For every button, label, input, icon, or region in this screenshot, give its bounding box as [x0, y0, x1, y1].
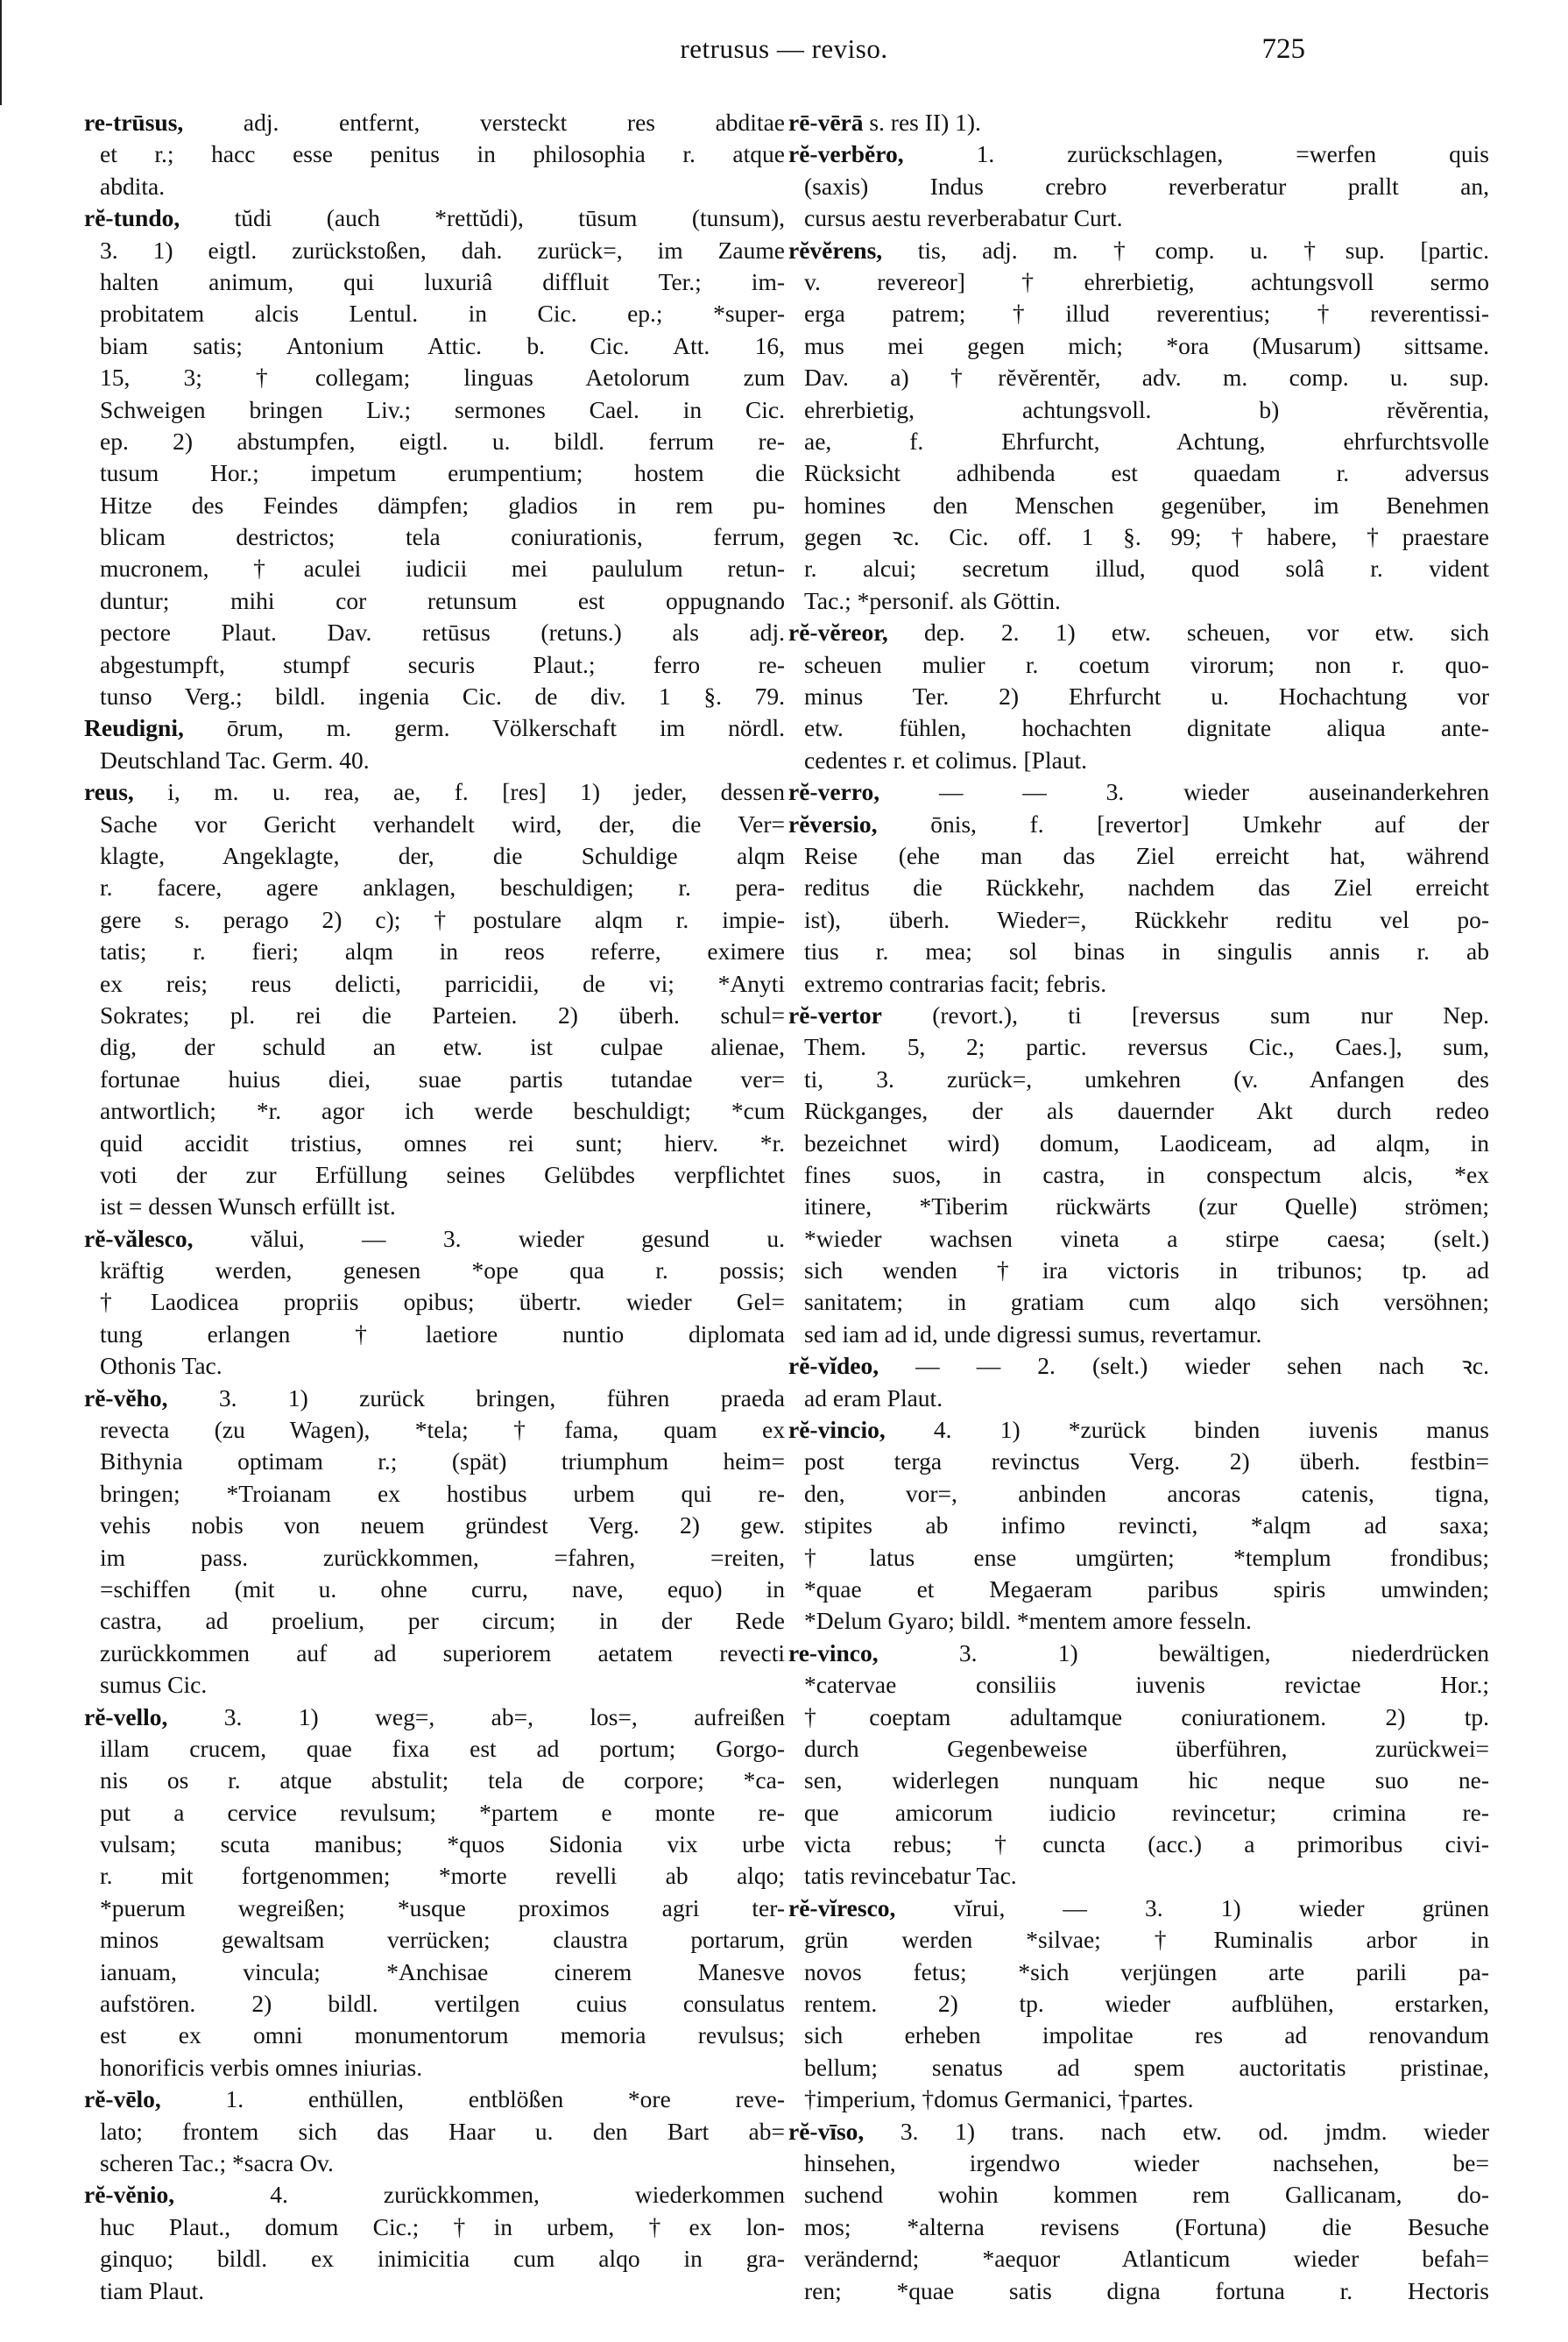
- entry-line: rentem. 2) tp. wieder aufblühen, erstarken,: [804, 1990, 1489, 2018]
- entry-line: Bithynia optimam r.; (spät) triumphum heim=: [100, 1447, 785, 1475]
- definition-text: 1. enthüllen, entblößen *ore reve-: [160, 2085, 785, 2113]
- headword: reus,: [84, 778, 134, 806]
- headword: rĕvĕrens,: [788, 236, 883, 264]
- definition-text: — — 3. wieder auseinanderkehren: [879, 778, 1489, 806]
- entry-line: †latus ense umgürten; *templum frondibus;: [804, 1543, 1489, 1571]
- entry-line: vehis nobis von neuem gründest Verg. 2) gew.: [100, 1511, 785, 1539]
- entry-line: put a cervice revulsum; *partem e monte re-: [100, 1798, 785, 1826]
- entry-line: r. facere, agere anklagen, beschuldigen; r. pera-: [100, 874, 785, 902]
- entry-line: Rücksicht adhibenda est quaedam r. adversus: [804, 459, 1489, 487]
- entry-line: †Laodicea propriis opibus; übertr. wieder Gel=: [100, 1288, 785, 1316]
- entry-line: Deutschland Tac. Germ. 40.: [100, 746, 370, 774]
- headword: rĕ-vēlo,: [84, 2085, 161, 2113]
- entry-line: ti, 3. zurück=, umkehren (v. Anfangen des: [804, 1065, 1489, 1093]
- definition-text: (revort.), ti [reversus sum nur Nep.: [881, 1001, 1489, 1029]
- entry-line: extremo contrarias facit; febris.: [804, 969, 1107, 997]
- headword: rĕ-vĕreor,: [788, 619, 888, 647]
- entry-line: itinere, *Tiberim rückwärts (zur Quelle) strömen;: [804, 1192, 1489, 1221]
- headword: rĕ-vīso,: [788, 2117, 865, 2145]
- entry-line: durch Gegenbeweise überführen, zurückwei=: [804, 1734, 1489, 1762]
- entry-line: im pass. zurückkommen, =fahren, =reiten,: [100, 1543, 785, 1571]
- definition-text: — — 2. (selt.) wieder sehen nach ꝛc.: [879, 1352, 1489, 1380]
- entry-line: v. revereor] †ehrerbietig, achtungsvoll sermo: [804, 267, 1489, 295]
- entry-line-headword: [84, 712, 785, 744]
- entry-line: *Delum Gyaro; bildl. *mentem amore fesseln.: [804, 1607, 1252, 1635]
- entry-line: dig, der schuld an etw. ist culpae alienae,: [100, 1033, 785, 1061]
- definition-text: dep. 2. 1) etw. scheuen, vor etw. sich: [887, 619, 1489, 647]
- headword: re-trūsus,: [84, 109, 184, 136]
- entry-line-headword: [84, 1383, 785, 1414]
- entry-line-headword: [788, 1414, 1489, 1446]
- entry-line: ex reis; reus delicti, parricidii, de vi; *Anyti: [100, 969, 785, 997]
- definition-text: 1. zurückschlagen, =werfen quis: [903, 140, 1489, 168]
- entry-line: homines den Menschen gegenüber, im Benehmen: [804, 491, 1489, 519]
- entry-line: illam crucem, quae fixa est ad portum; Gorgo-: [100, 1734, 785, 1762]
- headword: rĕ-vălesco,: [84, 1224, 194, 1252]
- entry-line: gere s. perago 2) c); †postulare alqm r. impie-: [100, 905, 785, 933]
- running-title: retrusus — reviso.: [680, 33, 888, 64]
- entry-line: tusum Hor.; impetum erumpentium; hostem die: [100, 459, 785, 487]
- headword: rĕ-tundo,: [84, 204, 180, 232]
- entry-line: Dav. a) †rĕvĕrentĕr, adv. m. comp. u. sup.: [804, 364, 1489, 392]
- entry-line-headword: [84, 776, 785, 808]
- entry-line: Schweigen bringen Liv.; sermones Cael. in Cic.: [100, 395, 785, 423]
- entry-line: huc Plaut., domum Cic.; †in urbem, †ex lon-: [100, 2212, 785, 2240]
- entry-line-headword: [788, 2116, 1489, 2147]
- definition-text: ōnis, f. [revertor] Umkehr auf der: [877, 810, 1489, 838]
- definition-text: ōrum, m. germ. Völkerschaft im nördl.: [183, 714, 785, 742]
- entry-line: 15, 3; †collegam; linguas Aetolorum zum: [100, 364, 785, 392]
- entry-line: sich erheben impolitae res ad renovandum: [804, 2021, 1489, 2049]
- entry-line: sed iam ad id, unde digressi sumus, revertamur.: [804, 1320, 1262, 1348]
- entry-line: castra, ad proelium, per circum; in der Rede: [100, 1607, 785, 1635]
- entry-line: mucronem, †aculei iudicii mei paululum retun-: [100, 555, 785, 583]
- entry-line-headword: [788, 138, 1489, 170]
- entry-line: ep. 2) abstumpfen, eigtl. u. bildl. ferrum re-: [100, 427, 785, 455]
- definition-text: 4. zurückkommen, wiederkommen: [174, 2181, 785, 2209]
- entry-line: quid accidit tristius, omnes rei sunt; hierv. *r.: [100, 1129, 785, 1157]
- entry-line: tius r. mea; sol binas in singulis annis r. ab: [804, 938, 1489, 966]
- entry-line: *wieder wachsen vineta a stirpe caesa; (selt.): [804, 1224, 1489, 1252]
- entry-line: grün werden *silvae; †Ruminalis arbor in: [804, 1926, 1489, 1954]
- entry-line-headword: [788, 1893, 1489, 1924]
- entry-line: sumus Cic.: [100, 1671, 208, 1699]
- entry-line: stipites ab infimo revincti, *alqm ad saxa;: [804, 1511, 1489, 1539]
- entry-line: duntur; mihi cor retunsum est oppugnando: [100, 586, 785, 614]
- definition-text: adj. entfernt, versteckt res abditae: [183, 109, 785, 136]
- entry-line: tatis; r. fieri; alqm in reos referre, eximere: [100, 938, 785, 966]
- entry-line: ren; *quae satis digna fortuna r. Hectoris: [804, 2276, 1489, 2304]
- entry-line: suchend wohin kommen rem Gallicanam, do-: [804, 2181, 1489, 2209]
- entry-line: bringen; *Troianam ex hostibus urbem qui re-: [100, 1479, 785, 1507]
- entry-line: *quae et Megaeram paribus spiris umwinden;: [804, 1574, 1489, 1603]
- definition-text: 3. 1) trans. nach etw. od. jmdm. wieder: [864, 2117, 1489, 2145]
- entry-line: sanitatem; in gratiam cum alqo sich versöhnen;: [804, 1288, 1489, 1316]
- entry-line-headword: [788, 1000, 1489, 1031]
- headword: rĕ-vĭdeo,: [788, 1352, 879, 1380]
- entry-line: reditus die Rückkehr, nachdem das Ziel erreicht: [804, 874, 1489, 902]
- entry-line: Hitze des Feindes dämpfen; gladios in rem pu-: [100, 491, 785, 519]
- running-head: [0, 33, 1568, 68]
- entry-line: Rückganges, der als dauernder Akt durch redeo: [804, 1097, 1489, 1125]
- entry-line: est ex omni monumentorum memoria revulsus;: [100, 2021, 785, 2049]
- entry-line: Sokrates; pl. rei die Parteien. 2) überh. schul=: [100, 1001, 785, 1029]
- entry-line: Othonis Tac.: [100, 1352, 222, 1380]
- entry-line-headword: [84, 2179, 785, 2211]
- entry-line: novos fetus; *sich verjüngen arte parili pa-: [804, 1957, 1489, 1985]
- headword: rĕ-verbĕro,: [788, 140, 904, 168]
- definition-text: 3. 1) zurück bringen, führen praeda: [167, 1383, 785, 1412]
- entry-line: bellum; senatus ad spem auctoritatis pristinae,: [804, 2053, 1489, 2081]
- entry-line: fines suos, in castra, in conspectum alcis, *ex: [804, 1160, 1489, 1188]
- entry-line: zurückkommen auf ad superiorem aetatem revecti: [100, 1638, 785, 1666]
- entry-line: pectore Plaut. Dav. retūsus (retuns.) als adj.: [100, 619, 785, 647]
- entry-line: mos; *alterna revisens (Fortuna) die Besuche: [804, 2212, 1489, 2240]
- entry-line: abdita.: [100, 172, 166, 200]
- entry-line-headword: [788, 617, 1489, 648]
- entry-line: *catervae consiliis iuvenis revictae Hor.;: [804, 1671, 1489, 1699]
- headword: rĕ-verro,: [788, 778, 880, 806]
- headword: rē-vērā: [788, 109, 864, 136]
- entry-line: probitatem alcis Lentul. in Cic. ep.; *super-: [100, 300, 785, 328]
- entry-line: ist), überh. Wieder=, Rückkehr reditu vel po-: [804, 905, 1489, 933]
- entry-line-headword: [84, 2084, 785, 2115]
- headword: rĕ-vĕnio,: [84, 2181, 175, 2209]
- entry-line-headword: [84, 1702, 785, 1733]
- entry-line: ad eram Plaut.: [804, 1383, 943, 1412]
- entry-line: antwortlich; *r. agor ich werde beschuldigt; *cum: [100, 1097, 785, 1125]
- entry-line: =schiffen (mit u. ohne curru, nave, equo) in: [100, 1574, 785, 1603]
- entry-line: ist = dessen Wunsch erfüllt ist.: [100, 1192, 396, 1221]
- entry-line: et r.; hacc esse penitus in philosophia r. atque: [100, 140, 785, 168]
- headword: re-vinco,: [788, 1638, 879, 1666]
- entry-line: Tac.; *personif. als Göttin.: [804, 586, 1061, 614]
- entry-line: kräftig werden, genesen *ope qua r. possis;: [100, 1256, 785, 1284]
- entry-line: †imperium, †domus Germanici, †partes.: [804, 2085, 1194, 2113]
- headword: rĕ-vello,: [84, 1702, 168, 1730]
- entry-line: verändernd; *aequor Atlanticum wieder befah=: [804, 2245, 1489, 2273]
- entry-line: bezeichnet wird) domum, Laodiceam, ad alqm, in: [804, 1129, 1489, 1157]
- entry-line: *puerum wegreißen; *usque proximos agri ter-: [100, 1893, 785, 1921]
- definition-text: tŭdi (auch *rettŭdi), tūsum (tunsum),: [180, 204, 785, 232]
- entry-line: †coeptam adultamque coniurationem. 2) tp.: [804, 1702, 1489, 1730]
- entry-line-headword: [788, 1638, 1489, 1669]
- entry-line: nis os r. atque abstulit; tela de corpore; *ca-: [100, 1766, 785, 1794]
- entry-line: aufstören. 2) bildl. vertilgen cuius consulatus: [100, 1990, 785, 2018]
- entry-line: que amicorum iudicio revincetur; crimina re-: [804, 1798, 1489, 1826]
- entry-line: post terga revinctus Verg. 2) überh. festbin=: [804, 1447, 1489, 1475]
- entry-line: den, vor=, anbinden ancoras catenis, tigna,: [804, 1479, 1489, 1507]
- entry-line: scheren Tac.; *sacra Ov.: [100, 2149, 334, 2176]
- entry-line: sich wenden †ira victoris in tribunos; tp. ad: [804, 1256, 1489, 1284]
- entry-line: honorificis verbis omnes iniurias.: [100, 2053, 423, 2081]
- entry-line: 3. 1) eigtl. zurückstoßen, dah. zurück=, im Zaume: [100, 236, 785, 264]
- entry-line: ginquo; bildl. ex inimicitia cum alqo in gra-: [100, 2245, 785, 2273]
- entry-line: tung erlangen †laetiore nuntio diplomata: [100, 1320, 785, 1348]
- definition-text: i, m. u. rea, ae, f. [res] 1) jeder, dessen: [133, 778, 785, 806]
- entry-line: fortunae huius diei, suae partis tutandae ver=: [100, 1065, 785, 1093]
- entry-line: cedentes r. et colimus. [Plaut.: [804, 746, 1088, 774]
- entry-line: Them. 5, 2; partic. reversus Cic., Caes.], sum,: [804, 1033, 1489, 1061]
- entry-line: ianuam, vincula; *Anchisae cinerem Manesve: [100, 1957, 785, 1985]
- left-column: [84, 107, 785, 2307]
- entry-line: halten animum, qui luxuriâ diffluit Ter.; im-: [100, 267, 785, 295]
- entry-line-headword: [788, 107, 1489, 138]
- entry-line: abgestumpft, stumpf securis Plaut.; ferro re-: [100, 650, 785, 678]
- entry-line: tiam Plaut.: [100, 2276, 205, 2304]
- headword: rĕ-vĭresco,: [788, 1893, 896, 1921]
- definition-text: 4. 1) *zurück binden iuvenis manus: [885, 1416, 1489, 1444]
- entry-line: ae, f. Ehrfurcht, Achtung, ehrfurchtsvolle: [804, 427, 1489, 455]
- definition-text: vălui, — 3. wieder gesund u.: [193, 1224, 785, 1252]
- headword: rĕ-vertor: [788, 1001, 882, 1029]
- definition-text: 3. 1) weg=, ab=, los=, aufreißen: [167, 1702, 785, 1730]
- entry-line: minos gewaltsam verrücken; claustra portarum,: [100, 1926, 785, 1954]
- entry-line: Sache vor Gericht verhandelt wird, der, die Ver=: [100, 810, 785, 838]
- entry-line: victa rebus; †cuncta (acc.) a primoribus civi-: [804, 1830, 1489, 1858]
- entry-line: revecta (zu Wagen), *tela; †fama, quam ex: [100, 1416, 785, 1444]
- entry-line: r. alcui; secretum illud, quod solâ r. vident: [804, 555, 1489, 583]
- headword: rĕversio,: [788, 810, 878, 838]
- entry-line-headword: [84, 107, 785, 138]
- definition-text: s. res II) 1).: [863, 109, 981, 136]
- entry-line-headword: [788, 235, 1489, 266]
- entry-line: lato; frontem sich das Haar u. den Bart ab=: [100, 2117, 785, 2145]
- entry-line-headword: [788, 1350, 1489, 1382]
- entry-line-headword: [84, 202, 785, 234]
- headword: rĕ-vincio,: [788, 1416, 886, 1444]
- entry-line: voti der zur Erfüllung seines Gelübdes verpflichtet: [100, 1160, 785, 1188]
- entry-line-headword: [84, 1223, 785, 1255]
- entry-line: blicam destrictos; tela coniurationis, ferrum,: [100, 523, 785, 551]
- entry-line: tunso Verg.; bildl. ingenia Cic. de div. 1 §. 79.: [100, 683, 785, 711]
- headword: Reudigni,: [84, 714, 184, 742]
- entry-line: erga patrem; †illud reverentius; †reverentissi-: [804, 300, 1489, 328]
- entry-line: sen, widerlegen nunquam hic neque suo ne-: [804, 1766, 1489, 1794]
- entry-line: hinsehen, irgendwo wieder nachsehen, be=: [804, 2149, 1489, 2176]
- entry-line: tatis revincebatur Tac.: [804, 1862, 1017, 1890]
- entry-line: minus Ter. 2) Ehrfurcht u. Hochachtung vor: [804, 683, 1489, 711]
- definition-text: 3. 1) bewältigen, niederdrücken: [878, 1638, 1489, 1666]
- entry-line: r. mit fortgenommen; *morte revelli ab alqo;: [100, 1862, 785, 1890]
- entry-line: klagte, Angeklagte, der, die Schuldige alqm: [100, 841, 785, 869]
- entry-line: ehrerbietig, achtungsvoll. b) rĕvĕrentia,: [804, 395, 1489, 423]
- headword: rĕ-vĕho,: [84, 1383, 168, 1412]
- entry-line: Reise (ehe man das Ziel erreicht hat, während: [804, 841, 1489, 869]
- entry-line: scheuen mulier r. coetum virorum; non r. quo-: [804, 650, 1489, 678]
- definition-text: vĭrui, — 3. 1) wieder grünen: [895, 1893, 1489, 1921]
- page-number: 725: [1261, 33, 1305, 65]
- entry-line: biam satis; Antonium Attic. b. Cic. Att. 16,: [100, 331, 785, 359]
- entry-line: etw. fühlen, hochachten dignitate aliqua ante-: [804, 714, 1489, 742]
- right-column: [788, 107, 1489, 2307]
- entry-line: (saxis) Indus crebro reverberatur prallt an,: [804, 172, 1489, 200]
- entry-line: cursus aestu reverberabatur Curt.: [804, 204, 1123, 232]
- entry-line: vulsam; scuta manibus; *quos Sidonia vix urbe: [100, 1830, 785, 1858]
- entry-line-headword: [788, 809, 1489, 840]
- definition-text: tis, adj. m. †comp. u. †sup. [partic.: [882, 236, 1489, 264]
- entry-line-headword: [788, 776, 1489, 808]
- entry-line: gegen ꝛc. Cic. off. 1 §. 99; †habere, †praestare: [804, 523, 1489, 551]
- entry-line: mus mei gegen mich; *ora (Musarum) sittsame.: [804, 331, 1489, 359]
